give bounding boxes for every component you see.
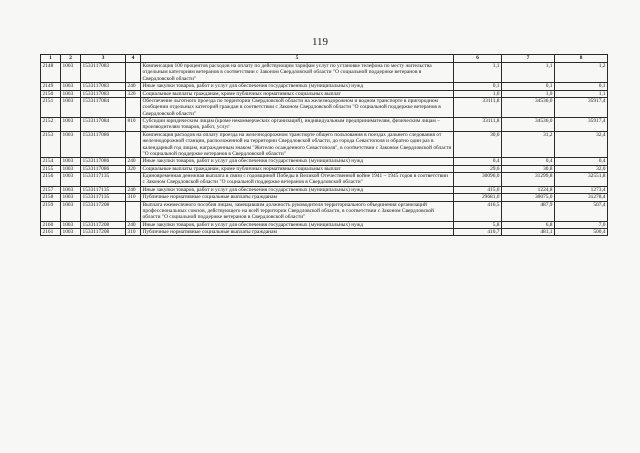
amount-year1-cell: 0,4 [454,158,502,165]
section-code-cell: 1003 [61,63,81,83]
amount-year2-cell: 1,1 [502,63,555,83]
amount-year1-cell: 5,8 [454,221,502,228]
section-code-cell: 1003 [61,90,81,97]
section-code-cell: 1003 [61,173,81,187]
amount-year1-cell: 410,7 [454,229,502,236]
amount-year1-cell: 33111,8 [454,118,502,132]
expense-type-cell [126,201,141,221]
expense-name-cell: Иные закупки товаров, работ и услуг для обеспечения государственных (муниципальных) нужд [141,186,454,193]
section-code-cell: 1003 [61,201,81,221]
expense-name-cell: Субсидии юридическим лицам (кроме некоммерческих организаций), индивидуальным предпринимателям, физическим лицам – производителям товаров, работ, услуг [141,118,454,132]
amount-year3-cell: 500,4 [555,229,608,236]
row-number-cell: 2160 [41,221,61,228]
amount-year1-cell: 33111,8 [454,97,502,117]
target-article-cell: 1533117083 [81,90,126,97]
header-col-2: 2 [61,55,81,63]
table-row [41,173,608,187]
row-number-cell: 2153 [41,131,61,158]
section-code-cell: 1003 [61,131,81,158]
amount-year2-cell: 6,8 [502,221,555,228]
row-number-cell: 2159 [41,201,61,221]
target-article-cell: 1533117135 [81,194,126,201]
amount-year2-cell: 34536,0 [502,118,555,132]
expense-type-cell [126,173,141,187]
amount-year1-cell: 1,0 [454,90,502,97]
expense-type-cell: 240 [126,221,141,228]
table-row [41,201,608,221]
amount-year3-cell: 32,0 [555,165,608,172]
target-article-cell: 1533117208 [81,221,126,228]
amount-year3-cell: 0,4 [555,158,608,165]
header-col-6: 6 [454,55,502,63]
expense-type-cell [126,97,141,117]
table-row [41,186,608,193]
expense-name-cell: Социальные выплаты гражданам, кроме публичных нормативных социальных выплат [141,90,454,97]
amount-year1-cell: 415,0 [454,186,502,193]
expense-name-cell: Компенсация расходов на оплату проезда на железнодорожном транспорте общего пользования в поездах дальнего следования от железнодорожной станции, расположенной на территории Свердловской области, до города Севастополя и обратно один раз в календарный год лицам, награжденным знаком "Жителю осажденного Севастополя", в соответствии с Законом Свердловской области "О социальной поддержке ветеранов в Свердловской области" [141,131,454,158]
amount-year3-cell: 35917,4 [555,97,608,117]
target-article-cell: 1533117084 [81,118,126,132]
expense-name-cell: Социальные выплаты гражданам, кроме публичных нормативных социальных выплат [141,165,454,172]
table-row [41,90,608,97]
target-article-cell: 1533117208 [81,201,126,221]
page-number: 119 [311,36,329,48]
expense-type-cell: 310 [126,194,141,201]
amount-year1-cell: 0,1 [454,83,502,90]
target-article-cell: 1533117083 [81,83,126,90]
amount-year2-cell: 31,2 [502,131,555,158]
expense-type-cell: 240 [126,158,141,165]
amount-year2-cell: 0,4 [502,158,555,165]
table-row [41,131,608,158]
amount-year3-cell: 1,1 [555,90,608,97]
header-col-1: 1 [41,55,61,63]
target-article-cell: 1533117083 [81,63,126,83]
section-code-cell: 1003 [61,194,81,201]
row-number-cell: 2157 [41,186,61,193]
expense-type-cell: 320 [126,90,141,97]
table-header-row [41,55,608,63]
expense-name-cell: Иные закупки товаров, работ и услуг для обеспечения государственных (муниципальных) нужд [141,83,454,90]
expense-type-cell [126,63,141,83]
expense-type-cell: 810 [126,118,141,132]
expense-name-cell: Выплата ежемесячного пособия лицам, замещавшим должность руководителя территориального объединения организаций профессиональных союзов, действующего на всей территории Свердловской области, в соответствии с Законом Свердловской области "О социальной поддержке ветеранов в Свердловской области" [141,201,454,221]
amount-year3-cell: 31278,4 [555,194,608,201]
amount-year3-cell: 7,0 [555,221,608,228]
amount-year1-cell: 30096,0 [454,173,502,187]
table-row [41,83,608,90]
header-col-7: 7 [502,55,555,63]
amount-year1-cell: 1,1 [454,63,502,83]
expense-name-cell: Публичные нормативные социальные выплаты гражданам [141,229,454,236]
table-row [41,158,608,165]
row-number-cell: 2148 [41,63,61,83]
section-code-cell: 1003 [61,83,81,90]
row-number-cell: 2155 [41,165,61,172]
expense-type-cell: 320 [126,165,141,172]
table-row [41,165,608,172]
row-number-cell: 2152 [41,118,61,132]
section-code-cell: 1003 [61,118,81,132]
amount-year2-cell: 0,1 [502,83,555,90]
amount-year3-cell: 0,1 [555,83,608,90]
amount-year3-cell: 35917,4 [555,118,608,132]
target-article-cell: 1533117135 [81,186,126,193]
target-article-cell: 1533117086 [81,131,126,158]
row-number-cell: 2158 [41,194,61,201]
target-article-cell: 1533117084 [81,97,126,117]
header-col-4: 4 [126,55,141,63]
amount-year1-cell: 29,6 [454,165,502,172]
row-number-cell: 2156 [41,173,61,187]
row-number-cell: 2154 [41,158,61,165]
amount-year2-cell: 481,1 [502,229,555,236]
section-code-cell: 1003 [61,158,81,165]
expense-name-cell: Иные закупки товаров, работ и услуг для обеспечения государственных (муниципальных) нужд [141,221,454,228]
row-number-cell: 2161 [41,229,61,236]
amount-year2-cell: 30,8 [502,165,555,172]
amount-year1-cell: 416,5 [454,201,502,221]
amount-year3-cell: 1,2 [555,63,608,83]
table-row [41,118,608,132]
expense-type-cell: 240 [126,186,141,193]
amount-year3-cell: 507,4 [555,201,608,221]
row-number-cell: 2149 [41,83,61,90]
expense-name-cell: Единовременная денежная выплата в связи с годовщиной Победы в Великой Отечественной войне 1941 – 1945 годов в соответствии с Законом Свердловской области "О социальной поддержке ветеранов в Свердловской области" [141,173,454,187]
section-code-cell: 1003 [61,229,81,236]
amount-year3-cell: 1273,4 [555,186,608,193]
amount-year1-cell: 29681,0 [454,194,502,201]
target-article-cell: 1533117135 [81,173,126,187]
amount-year3-cell: 32,4 [555,131,608,158]
table-row [41,221,608,228]
section-code-cell: 1003 [61,165,81,172]
amount-year2-cell: 1,0 [502,90,555,97]
header-col-5: 5 [141,55,454,63]
expense-type-cell [126,131,141,158]
amount-year2-cell: 30075,0 [502,194,555,201]
section-code-cell: 1003 [61,97,81,117]
expense-name-cell: Компенсация 100 процентов расходов на оплату по действующим тарифам услуг по установке телефона по месту жительства отдельным категориям ветеранов в соответствии с Законом Свердловской области "О социальной поддержке ветеранов в Свердловской области" [141,63,454,83]
amount-year3-cell: 32551,8 [555,173,608,187]
target-article-cell: 1533117208 [81,229,126,236]
amount-year2-cell: 34536,0 [502,97,555,117]
table-row [41,63,608,83]
expense-type-cell: 240 [126,83,141,90]
table-row [41,229,608,236]
amount-year2-cell: 487,9 [502,201,555,221]
target-article-cell: 1533117086 [81,158,126,165]
row-number-cell: 2151 [41,97,61,117]
amount-year2-cell: 31299,8 [502,173,555,187]
expense-name-cell: Публичные нормативные социальные выплаты гражданам [141,194,454,201]
section-code-cell: 1003 [61,221,81,228]
amount-year2-cell: 1224,8 [502,186,555,193]
expense-name-cell: Иные закупки товаров, работ и услуг для обеспечения государственных (муниципальных) нужд [141,158,454,165]
header-col-8: 8 [555,55,608,63]
amount-year1-cell: 30,0 [454,131,502,158]
budget-table [40,54,608,236]
target-article-cell: 1533117086 [81,165,126,172]
section-code-cell: 1003 [61,186,81,193]
row-number-cell: 2150 [41,90,61,97]
table-row [41,194,608,201]
header-col-3: 3 [81,55,126,63]
expense-type-cell: 310 [126,229,141,236]
table-row [41,97,608,117]
expense-name-cell: Обеспечение льготного проезда по территории Свердловской области на железнодорожном и водном транспорте в пригородном сообщении отдельных категорий граждан в соответствии с Законом Свердловской области "О социальной поддержке ветеранов в Свердловской области" [141,97,454,117]
